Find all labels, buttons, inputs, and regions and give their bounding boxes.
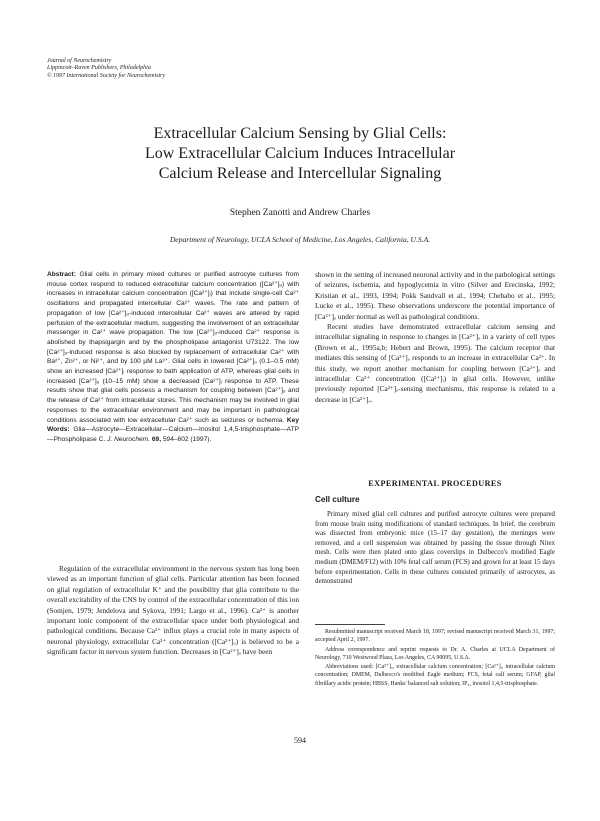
- abstract-text: Glial cells in primary mixed cultures or purified astrocyte cultures from mouse cortex respond to reduced extracellular calcium concentration ([Ca²⁺]ₒ) with increases in intracellular calcium concentration ([Ca²⁺]ᵢ) that include single-cell Ca²⁺ oscillations and propagated intercellular Ca²⁺ waves. The rate and pattern of propagation of low [Ca²⁺]ₒ-induced intercellular Ca²⁺ waves are altered by rapid perfusion of the extracellular medium, suggesting the involvement of an extracellular messenger in Ca²⁺ wave propagation. The low [Ca²⁺]ₒ-induced Ca²⁺ response is abolished by thapsigargin and by the phospholipase antagonist U73122. The low [Ca²⁺]ₒ-induced response is also blocked by replacement of extracellular Ca²⁺ with Ba²⁺, Zn²⁺, or Ni²⁺, and by 100 µM La³⁺. Glial cells in lowered [Ca²⁺]ₒ (0.1–0.5 mM) show an increased [Ca²⁺]ᵢ response to bath application of ATP, whereas glial cells in increased [Ca²⁺]ₒ (10–15 mM) show a decreased [Ca²⁺]ᵢ response to ATP. These results show that glial cells possess a mechanism for coupling between [Ca²⁺]ₒ and the release of Ca²⁺ from intracellular stores. This mechanism may be involved in glial responses to the extracellular environment and may be important in pathological conditions associated with low extracellular Ca²⁺ such as seizures or ischemia.: [47, 271, 299, 424]
- abstract: [47, 270, 299, 445]
- title-line-3: Calcium Release and Intercellular Signaling: [158, 165, 442, 182]
- introduction-right: [315, 270, 555, 405]
- author-list: Stephen Zanotti and Andrew Charles: [229, 208, 371, 218]
- introduction-left: Regulation of the extracellular environment in the nervous system has long been viewed as an important function of glial cells. Particular attention has been focused on glial regulation of extracellular K⁺ and the possibility that glia contribute to the overall excitability of the CNS by control of the extracellular concentration of this ion (Somjen, 1979; Jendelova and Sykova, 1991; Largo et al., 1996). Ca²⁺ is another important ionic component of the extracellular space under both physiological and pathological conditions. Because Ca²⁺ influx plays a crucial role in many aspects of neuronal physiology, extracellular Ca²⁺ concentration ([Ca²⁺]ₒ) is believed to be a significant factor in nervous system function. Decreases in [Ca²⁺]ₒ have been: [47, 564, 299, 657]
- footnote-abbreviations: Abbreviations used: [Ca²⁺]ₒ, extracellular calcium concentration; [Ca²⁺]ᵢ, intracellular calcium concentration; DMEM, Dulbecco's modified Eagle medium; FCS, fetal calf serum; GFAP, glial fibrillary acidic protein; HBSS, Hanks' balanced salt solution; IP₃, inositol 1,4,5-trisphosphate.: [315, 664, 555, 687]
- subsection-heading: Cell culture: [315, 495, 360, 504]
- title-line-1: Extracellular Calcium Sensing by Glial Cells:: [153, 125, 447, 142]
- title-line-2: Low Extracellular Calcium Induces Intracellular: [144, 145, 456, 162]
- citation-pages: 594–602 (1997).: [162, 435, 212, 443]
- footnote-received: Resubmitted manuscript received March 18, 1997; revised manuscript received March 31, 1997; accepted April 2, 1997.: [315, 629, 555, 644]
- abstract-label: Abstract:: [47, 271, 76, 278]
- citation-journal: J. Neurochem.: [107, 435, 151, 443]
- keywords: Glia—Astrocyte—Extracellular—Calcium—Inositol 1,4,5-trisphosphate—ATP—Phospholipase C.: [47, 426, 299, 443]
- intro-paragraph-2: Recent studies have demonstrated extracellular calcium sensing and intracellular signaling in response to changes in [Ca²⁺]ₒ in a variety of cell types (Brown et al., 1995a,b; Hebert and Brown, 1995). The calcium receptor that mediates this sensing of [Ca²⁺]ₒ responds to an increase in extracellular Ca²⁺. In this study, we report another mechanism for coupling between [Ca²⁺]ₒ and intracellular Ca²⁺ concentration ([Ca²⁺]ᵢ) in glial cells. However, unlike previously reported [Ca²⁺]ₒ-sensing mechanisms, this response is related to a decrease in [Ca²⁺]ₒ.: [315, 322, 555, 404]
- journal-header: [47, 58, 307, 80]
- journal-publisher: Lippincott–Raven Publishers, Philadelphia: [47, 65, 151, 72]
- footnote-rule: [315, 624, 385, 625]
- journal-name: Journal of Neurochemistry: [47, 58, 112, 64]
- page-number: 594: [294, 736, 306, 745]
- affiliation: Department of Neurology, UCLA School of Medicine, Los Angeles, California, U.S.A.: [169, 235, 431, 244]
- footnotes: [315, 628, 555, 689]
- citation-volume: 69,: [151, 435, 162, 443]
- keywords-label: Key Words:: [47, 416, 299, 434]
- methods-text: Primary mixed glial cell cultures and purified astrocyte cultures were prepared from mouse brain using modifications of standard techniques. In brief, the cerebrum was dissected from embryonic mice (15–17 day gestation), the meninges were removed, and a cell suspension was obtained by passing the tissue through Nitex mesh. Cells were then plated onto glass coverslips in Dulbecco's modified Eagle medium (DMEM/F12) with 10% fetal calf serum (FCS) and grown for at least 15 days before experimentation. Cells in these cultures consisted primarily of astrocytes, as demonstrated: [315, 511, 555, 586]
- journal-copyright: © 1997 International Society for Neurochemistry: [47, 72, 166, 79]
- section-heading: EXPERIMENTAL PROCEDURES: [368, 479, 502, 488]
- article-title: [40, 124, 560, 184]
- footnote-address: Address correspondence and reprint requests to Dr. A. Charles at UCLA Department of Neurology, 710 Westwood Plaza, Los Angeles, CA 90095, U.S.A.: [315, 646, 555, 661]
- intro-paragraph-1: shown in the setting of increased neuronal activity and in the pathological settings of seizures, ischemia, and hypoglycemia in vitro (Silver and Erecinska, 1992; Kristian et al., 1993, 1994; Pokk Sandvall et al., 1994; Chebabo et al., 1995; Lucke et al., 1995). These observations underscore the potential importance of [Ca²⁺]ₒ under normal as well as pathological conditions.: [315, 270, 555, 321]
